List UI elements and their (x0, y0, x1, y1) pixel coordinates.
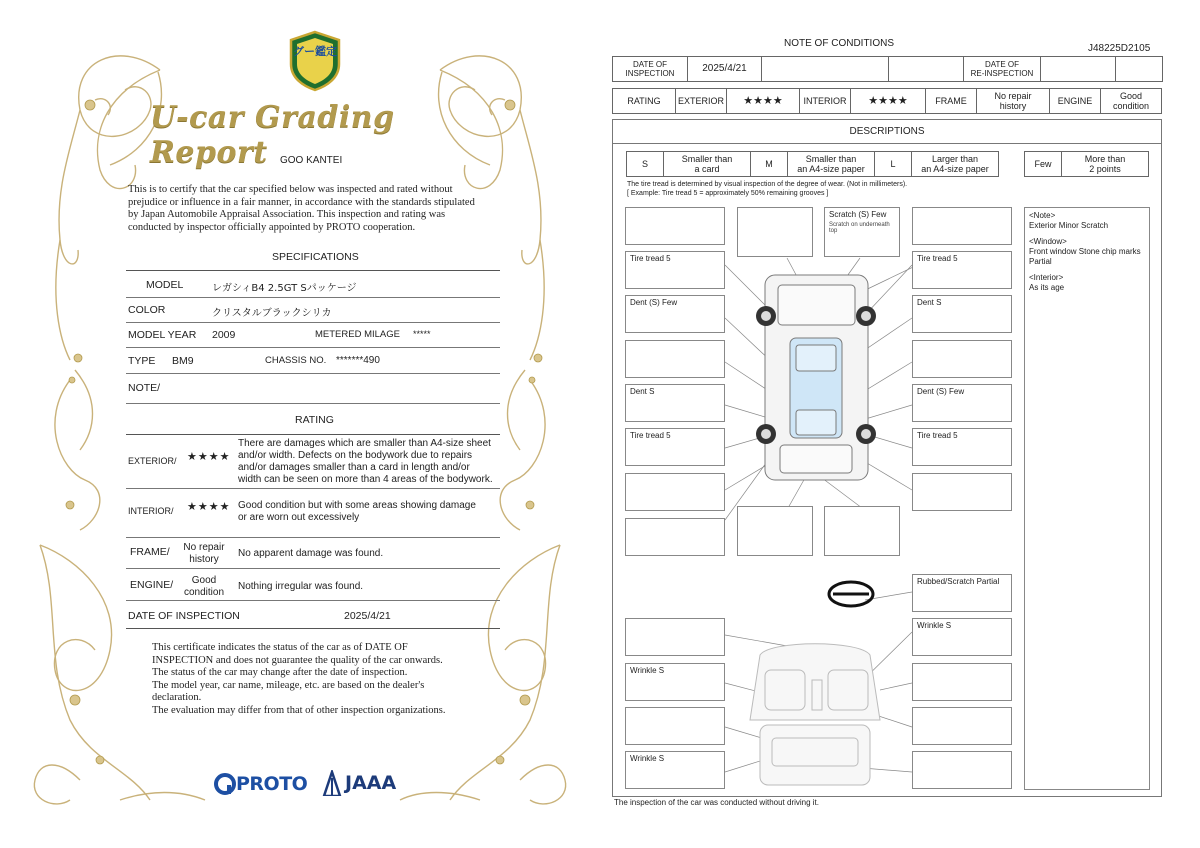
proto-logo: PROTO (214, 770, 307, 798)
engine-value: Good condition (1100, 88, 1162, 114)
exterior-label: EXTERIOR/ (128, 456, 177, 466)
legend-few: Few (1024, 151, 1062, 177)
interior-description: Good condition but with some areas showing damage or are worn out excessively (238, 500, 476, 523)
exterior-stars: ★★★★ (726, 88, 800, 114)
steering-wheel-icon (829, 582, 873, 606)
condition-box (824, 506, 900, 556)
divider (126, 568, 500, 569)
interior-label: INTERIOR/ (128, 506, 174, 516)
condition-box (912, 340, 1012, 378)
report-title: U-car Grading Report (150, 100, 395, 170)
engine-description: Nothing irregular was found. (238, 581, 364, 592)
emblem-text: グー鑑定 (293, 45, 337, 58)
note-label: NOTE/ (128, 382, 161, 394)
legend-m: M (750, 151, 788, 177)
divider (126, 373, 500, 374)
model-year-value: 2009 (212, 329, 236, 341)
color-label: COLOR (128, 304, 166, 316)
frame-label: FRAME/ (130, 546, 170, 558)
condition-box-scratch-top: Scratch (S) Few Scratch on underneath top (824, 207, 900, 257)
condition-box-wrinkle-right: Wrinkle S (912, 618, 1012, 656)
type-value: BM9 (172, 355, 194, 367)
divider (126, 434, 500, 435)
exterior-stars: ★★★★ (187, 451, 231, 463)
condition-box-dent-left-few: Dent (S) Few (625, 295, 725, 333)
jaaa-mark-icon (320, 770, 342, 796)
interior-stars: ★★★★ (850, 88, 926, 114)
condition-box-tire-rr: Tire tread 5 (912, 428, 1012, 466)
rating-label: RATING (612, 88, 676, 114)
condition-box (912, 707, 1012, 745)
legend-m-desc: Smaller than an A4-size paper (787, 151, 875, 177)
condition-box-dent-right-few: Dent (S) Few (912, 384, 1012, 422)
legend-l: L (874, 151, 912, 177)
mileage-label: METERED MILAGE (315, 329, 400, 340)
condition-box (625, 518, 725, 556)
date-of-inspection-value: 2025/4/21 (687, 56, 762, 82)
re-inspection-label: DATE OF RE-INSPECTION (963, 56, 1041, 82)
date-of-inspection-label: DATE OF INSPECTION (128, 610, 240, 622)
interior-label: INTERIOR (799, 88, 851, 114)
divider (126, 488, 500, 489)
descriptions-heading: DESCRIPTIONS (612, 119, 1162, 144)
divider (126, 297, 500, 298)
model-label: MODEL (146, 279, 184, 291)
engine-value: Good condition (183, 575, 225, 598)
engine-label: ENGINE (1049, 88, 1101, 114)
condition-box-tire-rl: Tire tread 5 (625, 428, 725, 466)
color-value: クリスタルブラックシリカ (212, 308, 332, 319)
condition-box (625, 707, 725, 745)
exterior-description: There are damages which are smaller than A4-size sheet and/or width. Defects on the bodywork due to repairs and/or damages smaller than a card in length and/or width can be seen on more than 4 areas of the bodywork. (238, 438, 493, 485)
condition-box (912, 751, 1012, 789)
condition-box-rubbed: Rubbed/Scratch Partial (912, 574, 1012, 612)
condition-box (912, 663, 1012, 701)
condition-box-tire-fr: Tire tread 5 (912, 251, 1012, 289)
jaaa-logo: JAAA (320, 768, 396, 798)
chassis-label: CHASSIS NO. (265, 355, 327, 366)
condition-box (912, 473, 1012, 511)
legend-s-desc: Smaller than a card (663, 151, 751, 177)
legend-l-desc: Larger than an A4-size paper (911, 151, 999, 177)
notes-panel: <Note> Exterior Minor Scratch <Window> Front window Stone chip marks Partial <Interior> As its age (1024, 207, 1150, 790)
condition-box (737, 207, 813, 257)
model-year-label: MODEL YEAR (128, 329, 197, 341)
frame-description: No apparent damage was found. (238, 548, 384, 559)
certificate-footer: This certificate indicates the status of the car as of DATE OF INSPECTION and does not guarantee the quality of the car onwards. The status of the car may change after the date of inspection. The model year, car name, mileage, etc. are based on the dealer's declaration. The evaluation may differ from that of other inspection organizations. (152, 642, 446, 716)
sheet-footer: The inspection of the car was conducted without driving it. (614, 798, 819, 807)
date-of-inspection-label: DATE OF INSPECTION (612, 56, 688, 82)
divider (126, 403, 500, 404)
proto-mark-icon (214, 773, 236, 795)
date-of-inspection-value: 2025/4/21 (344, 610, 391, 622)
condition-box (625, 207, 725, 245)
tire-tread-note: The tire tread is determined by visual inspection of the degree of wear. (Not in millimeters). [ Example: Tire tread 5 = approximately 50% remaining grooves ] (627, 181, 908, 197)
frame-value: No repair history (976, 88, 1050, 114)
specifications-heading: SPECIFICATIONS (272, 251, 359, 263)
type-label: TYPE (128, 355, 156, 367)
divider (126, 537, 500, 538)
chassis-value: *******490 (336, 355, 380, 366)
condition-box-wrinkle-left: Wrinkle S (625, 663, 725, 701)
mileage-value: ***** (413, 329, 431, 339)
note-of-conditions-sheet (600, 0, 1200, 848)
condition-box (625, 340, 725, 378)
condition-box (625, 473, 725, 511)
exterior-label: EXTERIOR (675, 88, 727, 114)
legend-s: S (626, 151, 664, 177)
condition-box (625, 618, 725, 656)
certificate-intro: This is to certify that the car specified below was inspected and rated without prejudice or influence in a fair manner, in accordance with the standards stipulated by Japan Automobile Appraisal Association. This inspection and rating was conducted by inspector officially appointed by PROTO cooperation. (128, 184, 475, 233)
divider (126, 628, 500, 629)
report-subtitle: GOO KANTEI (280, 155, 343, 166)
legend-few-desc: More than 2 points (1061, 151, 1149, 177)
divider (126, 270, 500, 271)
frame-value: No repair history (183, 542, 225, 565)
condition-box (737, 506, 813, 556)
interior-stars: ★★★★ (187, 501, 231, 513)
condition-box-wrinkle-left-2: Wrinkle S (625, 751, 725, 789)
rating-heading: RATING (295, 414, 334, 426)
condition-box (912, 207, 1012, 245)
document-id: J48225D2105 (1088, 43, 1151, 54)
condition-box-dent-left: Dent S (625, 384, 725, 422)
frame-label: FRAME (925, 88, 977, 114)
divider (126, 347, 500, 348)
engine-label: ENGINE/ (130, 579, 174, 591)
sheet-title: NOTE OF CONDITIONS (784, 38, 894, 49)
goo-kantei-emblem (287, 30, 343, 92)
divider (126, 322, 500, 323)
condition-box-dent-right: Dent S (912, 295, 1012, 333)
divider (126, 600, 500, 601)
condition-box-tire-fl: Tire tread 5 (625, 251, 725, 289)
model-value: レガシィB4 2.5GT Sパッケージ (212, 283, 357, 294)
